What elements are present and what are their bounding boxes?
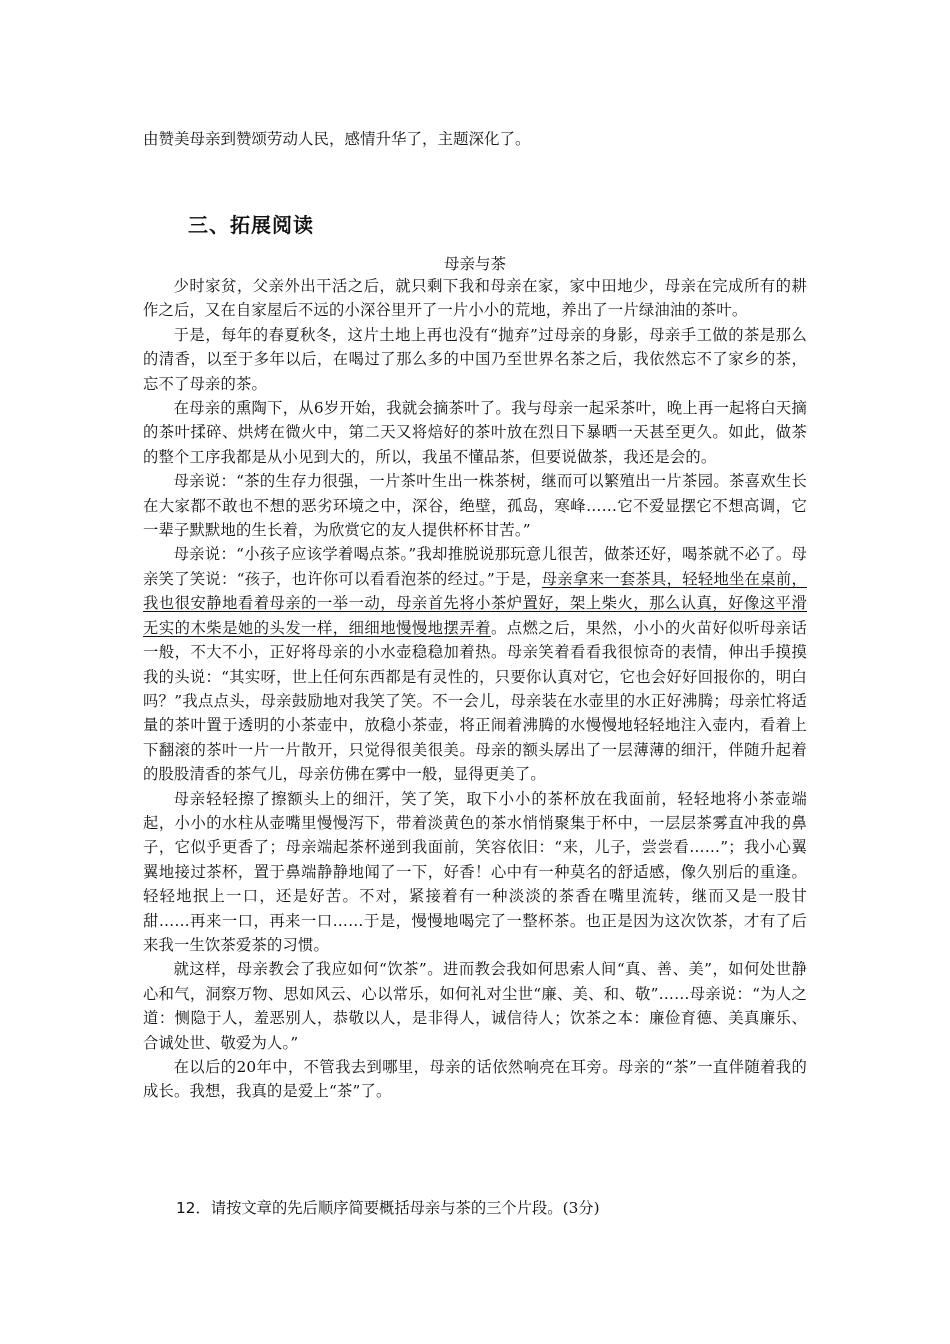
question-12 (176, 1196, 600, 1220)
article-paragraph: 在母亲的熏陶下，从6岁开始，我就会摘茶叶了。我与母亲一起采茶叶，晚上再一起将白天摘的茶叶揉碎、烘烤在微火中，第二天又将焙好的茶叶放在烈日下暴晒一天甚至更久。如此，做茶的整个工序我都是从小见到大的，所以，我虽不懂品茶，但要说做茶，我还是会的。 (143, 399, 807, 466)
intro-line: 由赞美母亲到赞颂劳动人民，感情升华了，主题深化了。 (143, 130, 531, 148)
article-title: 母亲与茶 (443, 255, 506, 273)
article-paragraph: 少时家贫，父亲外出干活之后，就只剩下我和母亲在家，家中田地少，母亲在完成所有的耕作之后，又在自家屋后不远的小深谷里开了一片小小的荒地，养出了一片绿油油的茶叶。 (143, 277, 807, 320)
paragraph-text: 。点燃之后，果然，小小的火苗好似听母亲话一般，不大不小，正好将母亲的小水壶稳稳加着热。母亲笑着看看我很惊奇的表情，伸出手摸摸我的头说：“其实呀，世上任何东西都是有灵性的，只要你认真对它，它也会好好回报你的，明白吗？”我点点头，母亲鼓励地对我笑了笑。不一会儿，母亲装在水壶里的水正好沸腾；母亲忙将适量的茶叶置于透明的小茶壶中，放稳小茶壶，将正闹着沸腾的水慢慢地轻轻地注入壶内，看着上下翻滚的茶叶一片一片散开，只觉得很美很美。母亲的额头孱出了一层薄薄的细汗，伴随升起着的股股清香的茶气儿，母亲仿佛在雾中一般，显得更美了。 (143, 618, 807, 784)
article-paragraph: 在以后的20年中，不管我去到哪里，母亲的话依然响亮在耳旁。母亲的“茶”一直伴随着我的成长。我想，我真的是爱上“茶”了。 (143, 1058, 807, 1101)
article-body (143, 274, 807, 1104)
article-paragraph: 母亲轻轻擦了擦额头上的细汗，笑了笑，取下小小的茶杯放在我面前，轻轻地将小茶壶端起，小小的水柱从壶嘴里慢慢泻下，带着淡黄色的茶水悄悄聚集于杯中，一层层茶雾直冲我的鼻子，它似乎更香了；母亲端起茶杯递到我面前，笑容依旧：“来，儿子，尝尝看……”；我小心翼翼地接过茶杯，置于鼻端静静地闻了一下，好香！心中有一种莫名的舒适感，像久别后的重逢。轻轻地抿上一口，还是好苦。不对，紧接着有一种淡淡的茶香在嘴里流转，继而又是一股甘甜……再来一口，再来一口……于是，慢慢地喝完了一整杯茶。也正是因为这次饮茶，才有了后来我一生饮茶爱茶的习惯。 (143, 789, 807, 954)
article-paragraph: 于是，每年的春夏秋冬，这片土地上再也没有“抛弃”过母亲的身影，母亲手工做的茶是那么的清香，以至于多年以后，在喝过了那么多的中国乃至世界名茶之后，我依然忘不了家乡的茶，忘不了母亲的茶。 (143, 325, 807, 393)
underlined-passage: 母亲拿来一套茶具，轻轻地坐在桌前，我也很安静地看着母亲的一举一动，母亲首先将小茶炉置好，架上柴火，那么认真，好像这平滑无实的木柴是她的头发一样，细细地慢慢地摆弄着 (143, 569, 807, 637)
paragraph-text: 母亲说：“小孩子应该学着喝点茶。”我却推脱说那玩意儿很苦，做茶还好，喝茶就不必了。母亲笑了笑说：“孩子，也许你可以看看泡茶的经过。”于是， (143, 545, 807, 588)
question-number: 12． (176, 1199, 211, 1217)
article-paragraph: 就这样，母亲教会了我应如何“饮茶”。进而教会我如何思索人间“真、善、美”，如何处世静心和气，洞察万物、思如风云、心以常乐，如何礼对尘世“廉、美、和、敬”……母亲说：“为人之道：恻隐于人，羞恶别人，恭敬以人，是非得人，诚信待人；饮茶之本：廉俭育德、美真廉乐、合诚处世、敬爱为人。” (143, 960, 807, 1052)
article-paragraph-underlined (143, 542, 807, 786)
article-paragraph: 母亲说：“茶的生存力很强，一片茶叶生出一株茶树，继而可以繁殖出一片茶园。茶喜欢生长在大家都不敢也不想的恶劣环境之中，深谷，绝壁，孤岛，寒峰……它不爱显摆它不想高调，它一辈子默默地的生长着，为欣赏它的友人提供杯杯甘苦。” (143, 472, 807, 540)
section-heading: 三、拓展阅读 (188, 213, 314, 237)
question-text: 请按文章的先后顺序简要概括母亲与茶的三个片段。(3分) (210, 1199, 600, 1217)
